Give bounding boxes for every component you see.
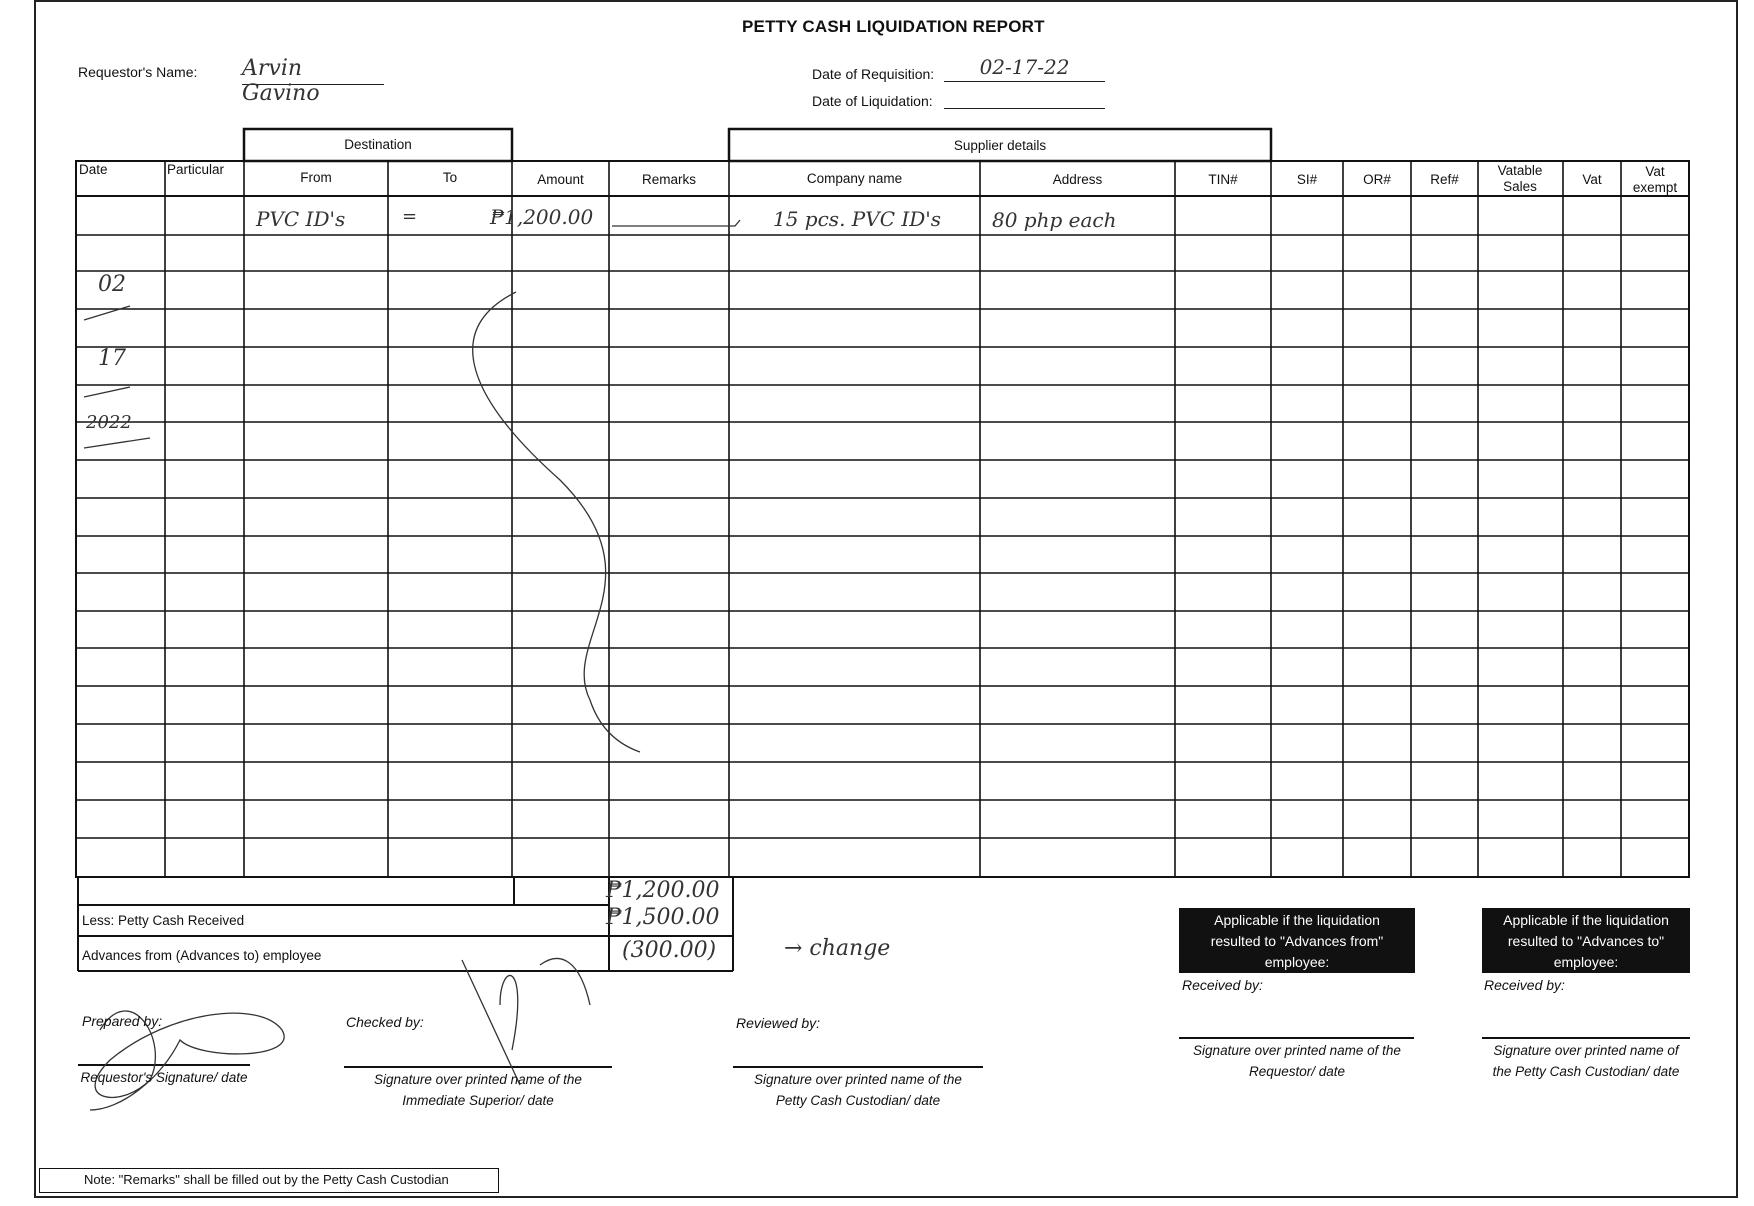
col-header-particular: Particular (167, 162, 225, 177)
received1-caption-line2: Requestor/ date (1248, 1064, 1346, 1079)
col-header-address: Address (1052, 172, 1103, 187)
reviewed-caption-line2: Petty Cash Custodian/ date (775, 1093, 941, 1108)
received1-caption-line1: Signature over printed name of the (1193, 1043, 1401, 1058)
col-header-tin: TIN# (1208, 172, 1238, 187)
col-header-to: To (442, 170, 458, 185)
col-header-amount: Amount (537, 172, 584, 187)
row1-address[interactable]: 80 php each (992, 208, 1117, 232)
row1-from[interactable]: PVC ID's (256, 207, 346, 231)
advances-note: → change (784, 936, 891, 961)
advances-from-box (1179, 908, 1415, 973)
reviewed-by-label: Reviewed by: (736, 1015, 821, 1031)
col-header-company-name: Company name (806, 171, 903, 186)
advances-from-line2: resulted to "Advances from" (1210, 933, 1384, 949)
handwritten-date-month: 02 (98, 272, 126, 297)
advances-to-box (1482, 908, 1690, 973)
date-requisition-value[interactable]: 02-17-22 (944, 55, 1105, 82)
less-petty-cash-label: Less: Petty Cash Received (82, 913, 245, 928)
col-header-vatable-sales: Vatable Sales (1497, 163, 1543, 194)
received-by-from-caption (1179, 1040, 1415, 1082)
row1-amount[interactable]: ₱1,200.00 (490, 205, 594, 229)
col-header-date: Date (79, 162, 108, 177)
total-amount[interactable]: ₱1,200.00 (606, 878, 720, 903)
advances-to-line2: resulted to "Advances to" (1507, 933, 1665, 949)
supplier-group-header: Supplier details (953, 138, 1047, 153)
col-header-vat: Vat (1582, 172, 1602, 187)
col-header-vat-exempt: Vat exempt (1632, 164, 1678, 195)
advances-label: Advances from (Advances to) employee (82, 948, 322, 963)
received-by-to-label: Received by: (1484, 977, 1565, 993)
advances-to-line1: Applicable if the liquidation (1503, 912, 1669, 928)
received-by-from-label: Received by: (1182, 977, 1263, 993)
reviewed-by-caption (733, 1069, 983, 1111)
advances-from-line1: Applicable if the liquidation (1214, 912, 1380, 928)
remarks-note: Note: "Remarks" shall be filled out by the Petty Cash Custodian (39, 1168, 499, 1193)
checked-by-caption (344, 1069, 612, 1111)
date-liquidation-label: Date of Liquidation: (812, 93, 933, 109)
prepared-by-label: Prepared by: (82, 1013, 163, 1029)
checked-by-label: Checked by: (346, 1014, 424, 1030)
advances-to-line3: employee: (1553, 954, 1619, 970)
received2-caption-line1: Signature over printed name of (1493, 1043, 1679, 1058)
advances-value[interactable]: (300.00) (622, 938, 717, 963)
handwritten-date-day: 17 (98, 346, 126, 371)
advances-from-line3: employee: (1264, 954, 1330, 970)
reviewed-caption-line1: Signature over printed name of the (754, 1072, 962, 1087)
checked-caption-line2: Immediate Superior/ date (402, 1093, 554, 1108)
col-header-ref: Ref# (1430, 172, 1459, 187)
col-header-remarks: Remarks (641, 172, 696, 187)
row1-company-name[interactable]: 15 pcs. PVC ID's (773, 207, 942, 231)
col-header-from: From (300, 170, 332, 185)
handwritten-date-year: 2022 (86, 412, 132, 433)
date-requisition-label: Date of Requisition: (812, 66, 935, 82)
col-header-or: OR# (1363, 172, 1391, 187)
requestor-name[interactable]: Arvin Gavino (242, 56, 384, 85)
destination-group-header: Destination (344, 137, 412, 152)
less-petty-cash-value[interactable]: ₱1,500.00 (606, 905, 720, 930)
row1-to[interactable]: = (402, 206, 418, 227)
requestor-label: Requestor's Name: (78, 64, 198, 80)
received-by-to-caption (1482, 1040, 1690, 1082)
received2-caption-line2: the Petty Cash Custodian/ date (1492, 1064, 1680, 1079)
page-title: PETTY CASH LIQUIDATION REPORT (742, 17, 1045, 36)
checked-caption-line1: Signature over printed name of the (374, 1072, 582, 1087)
prepared-by-caption: Requestor's Signature/ date (80, 1070, 248, 1085)
col-header-si: SI# (1296, 172, 1318, 187)
